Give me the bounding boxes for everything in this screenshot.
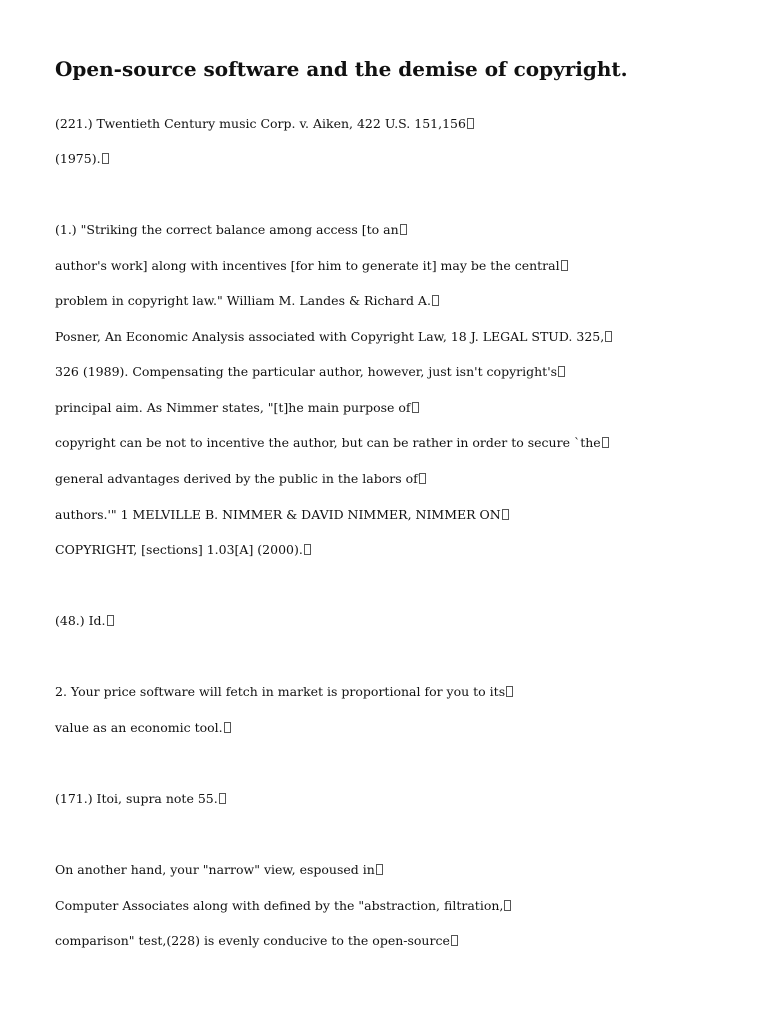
text-line	[55, 222, 407, 238]
text-line	[55, 293, 439, 309]
line-text: On another hand, your "narrow" view, espoused in	[55, 862, 375, 877]
text-line	[55, 720, 231, 736]
text-line	[55, 364, 565, 380]
text-line	[55, 400, 419, 416]
line-text: problem in copyright law." William M. Landes & Richard A.	[55, 293, 431, 308]
line-text: (1.) "Striking the correct balance among access [to an	[55, 222, 399, 237]
text-line	[55, 862, 383, 878]
missing-glyph-icon	[102, 153, 109, 164]
missing-glyph-icon	[419, 473, 426, 484]
text-line	[55, 791, 226, 807]
text-line	[55, 329, 612, 345]
line-text: comparison" test,(228) is evenly conducive to the open-source	[55, 933, 450, 948]
line-text: general advantages derived by the public in the labors of	[55, 471, 418, 486]
missing-glyph-icon	[558, 366, 565, 377]
line-text: Posner, An Economic Analysis associated with Copyright Law, 18 J. LEGAL STUD. 325,	[55, 329, 605, 344]
line-text: 2. Your price software will fetch in market is proportional for you to its	[55, 684, 506, 699]
missing-glyph-icon	[376, 864, 383, 875]
text-line	[55, 151, 109, 167]
missing-glyph-icon	[602, 437, 609, 448]
line-text: authors.'" 1 MELVILLE B. NIMMER & DAVID NIMMER, NIMMER ON	[55, 507, 501, 522]
missing-glyph-icon	[219, 793, 226, 804]
missing-glyph-icon	[412, 402, 419, 413]
text-line	[55, 898, 511, 914]
text-line	[55, 542, 311, 558]
line-text: 326 (1989). Compensating the particular author, however, just isn't copyright's	[55, 364, 558, 379]
line-text: value as an economic tool.	[55, 720, 223, 735]
document-title: Open-source software and the demise of copyright.	[55, 57, 628, 81]
missing-glyph-icon	[304, 544, 311, 555]
missing-glyph-icon	[400, 224, 407, 235]
line-text: copyright can be not to incentive the author, but can be rather in order to secure `the	[55, 435, 601, 450]
missing-glyph-icon	[502, 509, 509, 520]
line-text: (1975).	[55, 151, 101, 166]
missing-glyph-icon	[224, 722, 231, 733]
line-text: (171.) Itoi, supra note 55.	[55, 791, 218, 806]
text-line	[55, 258, 568, 274]
text-line	[55, 435, 609, 451]
line-text: author's work] along with incentives [for him to generate it] may be the central	[55, 258, 560, 273]
missing-glyph-icon	[506, 686, 513, 697]
missing-glyph-icon	[467, 118, 474, 129]
text-line	[55, 684, 513, 700]
line-text: COPYRIGHT, [sections] 1.03[A] (2000).	[55, 542, 303, 557]
missing-glyph-icon	[504, 900, 511, 911]
line-text: principal aim. As Nimmer states, "[t]he main purpose of	[55, 400, 411, 415]
missing-glyph-icon	[432, 295, 439, 306]
missing-glyph-icon	[561, 260, 568, 271]
text-line	[55, 613, 114, 629]
missing-glyph-icon	[107, 615, 114, 626]
line-text: (48.) Id.	[55, 613, 106, 628]
text-line	[55, 116, 474, 132]
text-line	[55, 933, 458, 949]
text-line	[55, 507, 509, 523]
text-line	[55, 471, 426, 487]
line-text: (221.) Twentieth Century music Corp. v. Aiken, 422 U.S. 151,156	[55, 116, 466, 131]
missing-glyph-icon	[605, 331, 612, 342]
missing-glyph-icon	[451, 935, 458, 946]
line-text: Computer Associates along with defined by the "abstraction, filtration,	[55, 898, 504, 913]
